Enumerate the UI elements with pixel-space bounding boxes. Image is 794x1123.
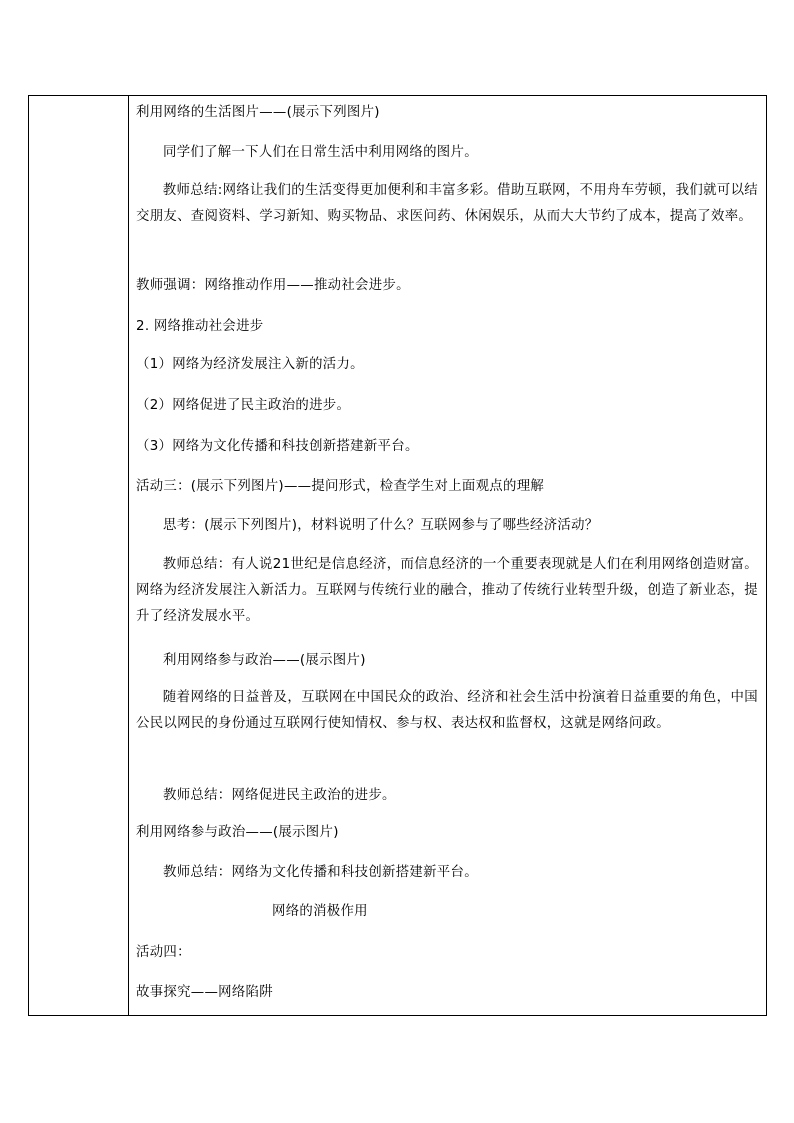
- section-2-heading: 2. 网络推动社会进步: [136, 319, 264, 334]
- teacher-summary-economy: 教师总结：有人说21世纪是信息经济，而信息经济的一个重要表现就是人们在利用网络创造财富。网络为经济发展注入新活力。互联网与传统行业的融合，推动了传统行业转型升级，创造了新业态，提升了经济发展水平。: [136, 557, 758, 624]
- activity-4-heading: 活动四：: [136, 945, 191, 960]
- point-2: （2）网络促进了民主政治的进步。: [136, 398, 351, 413]
- teacher-emphasis-line: 教师强调：网络推动作用——推动社会进步。: [136, 278, 410, 293]
- life-pictures-heading: 利用网络的生活图片——(展示下列图片): [136, 105, 380, 120]
- teacher-summary-democracy: 教师总结：网络促进民主政治的进步。: [163, 788, 396, 803]
- politics-heading-1: 利用网络参与政治——(展示图片): [163, 653, 366, 668]
- politics-heading-2: 利用网络参与政治——(展示图片): [136, 825, 339, 840]
- lesson-table: [28, 95, 767, 1016]
- story-exploration-line: 故事探究——网络陷阱: [136, 985, 273, 1000]
- point-3: （3）网络为文化传播和科技创新搭建新平台。: [136, 439, 419, 454]
- activity-3-heading: 活动三：(展示下列图片)——提问形式，检查学生对上面观点的理解: [136, 479, 545, 494]
- teacher-summary-convenience: 教师总结:网络让我们的生活变得更加便利和丰富多彩。借助互联网，不用舟车劳顿，我们就可以结交朋友、查阅资料、学习新知、购买物品、求医问药、休闲娱乐，从而大大节约了成本，提高了效率。: [136, 183, 758, 224]
- thinking-question: 思考：(展示下列图片)，材料说明了什么？互联网参与了哪些经济活动？: [163, 518, 599, 533]
- internet-politics-paragraph: 随着网络的日益普及，互联网在中国民众的政治、经济和社会生活中扮演着日益重要的角色，中国公民以网民的身份通过互联网行使知情权、参与权、表达权和监督权，这就是网络问政。: [136, 690, 758, 731]
- students-learn-line: 同学们了解一下人们在日常生活中利用网络的图片。: [163, 145, 478, 160]
- negative-effects-heading: 网络的消极作用: [272, 904, 368, 919]
- content-cell: [129, 96, 766, 1015]
- left-column-cell: [29, 96, 129, 1015]
- point-1: （1）网络为经济发展注入新的活力。: [136, 357, 364, 372]
- teacher-summary-culture: 教师总结：网络为文化传播和科技创新搭建新平台。: [163, 865, 478, 880]
